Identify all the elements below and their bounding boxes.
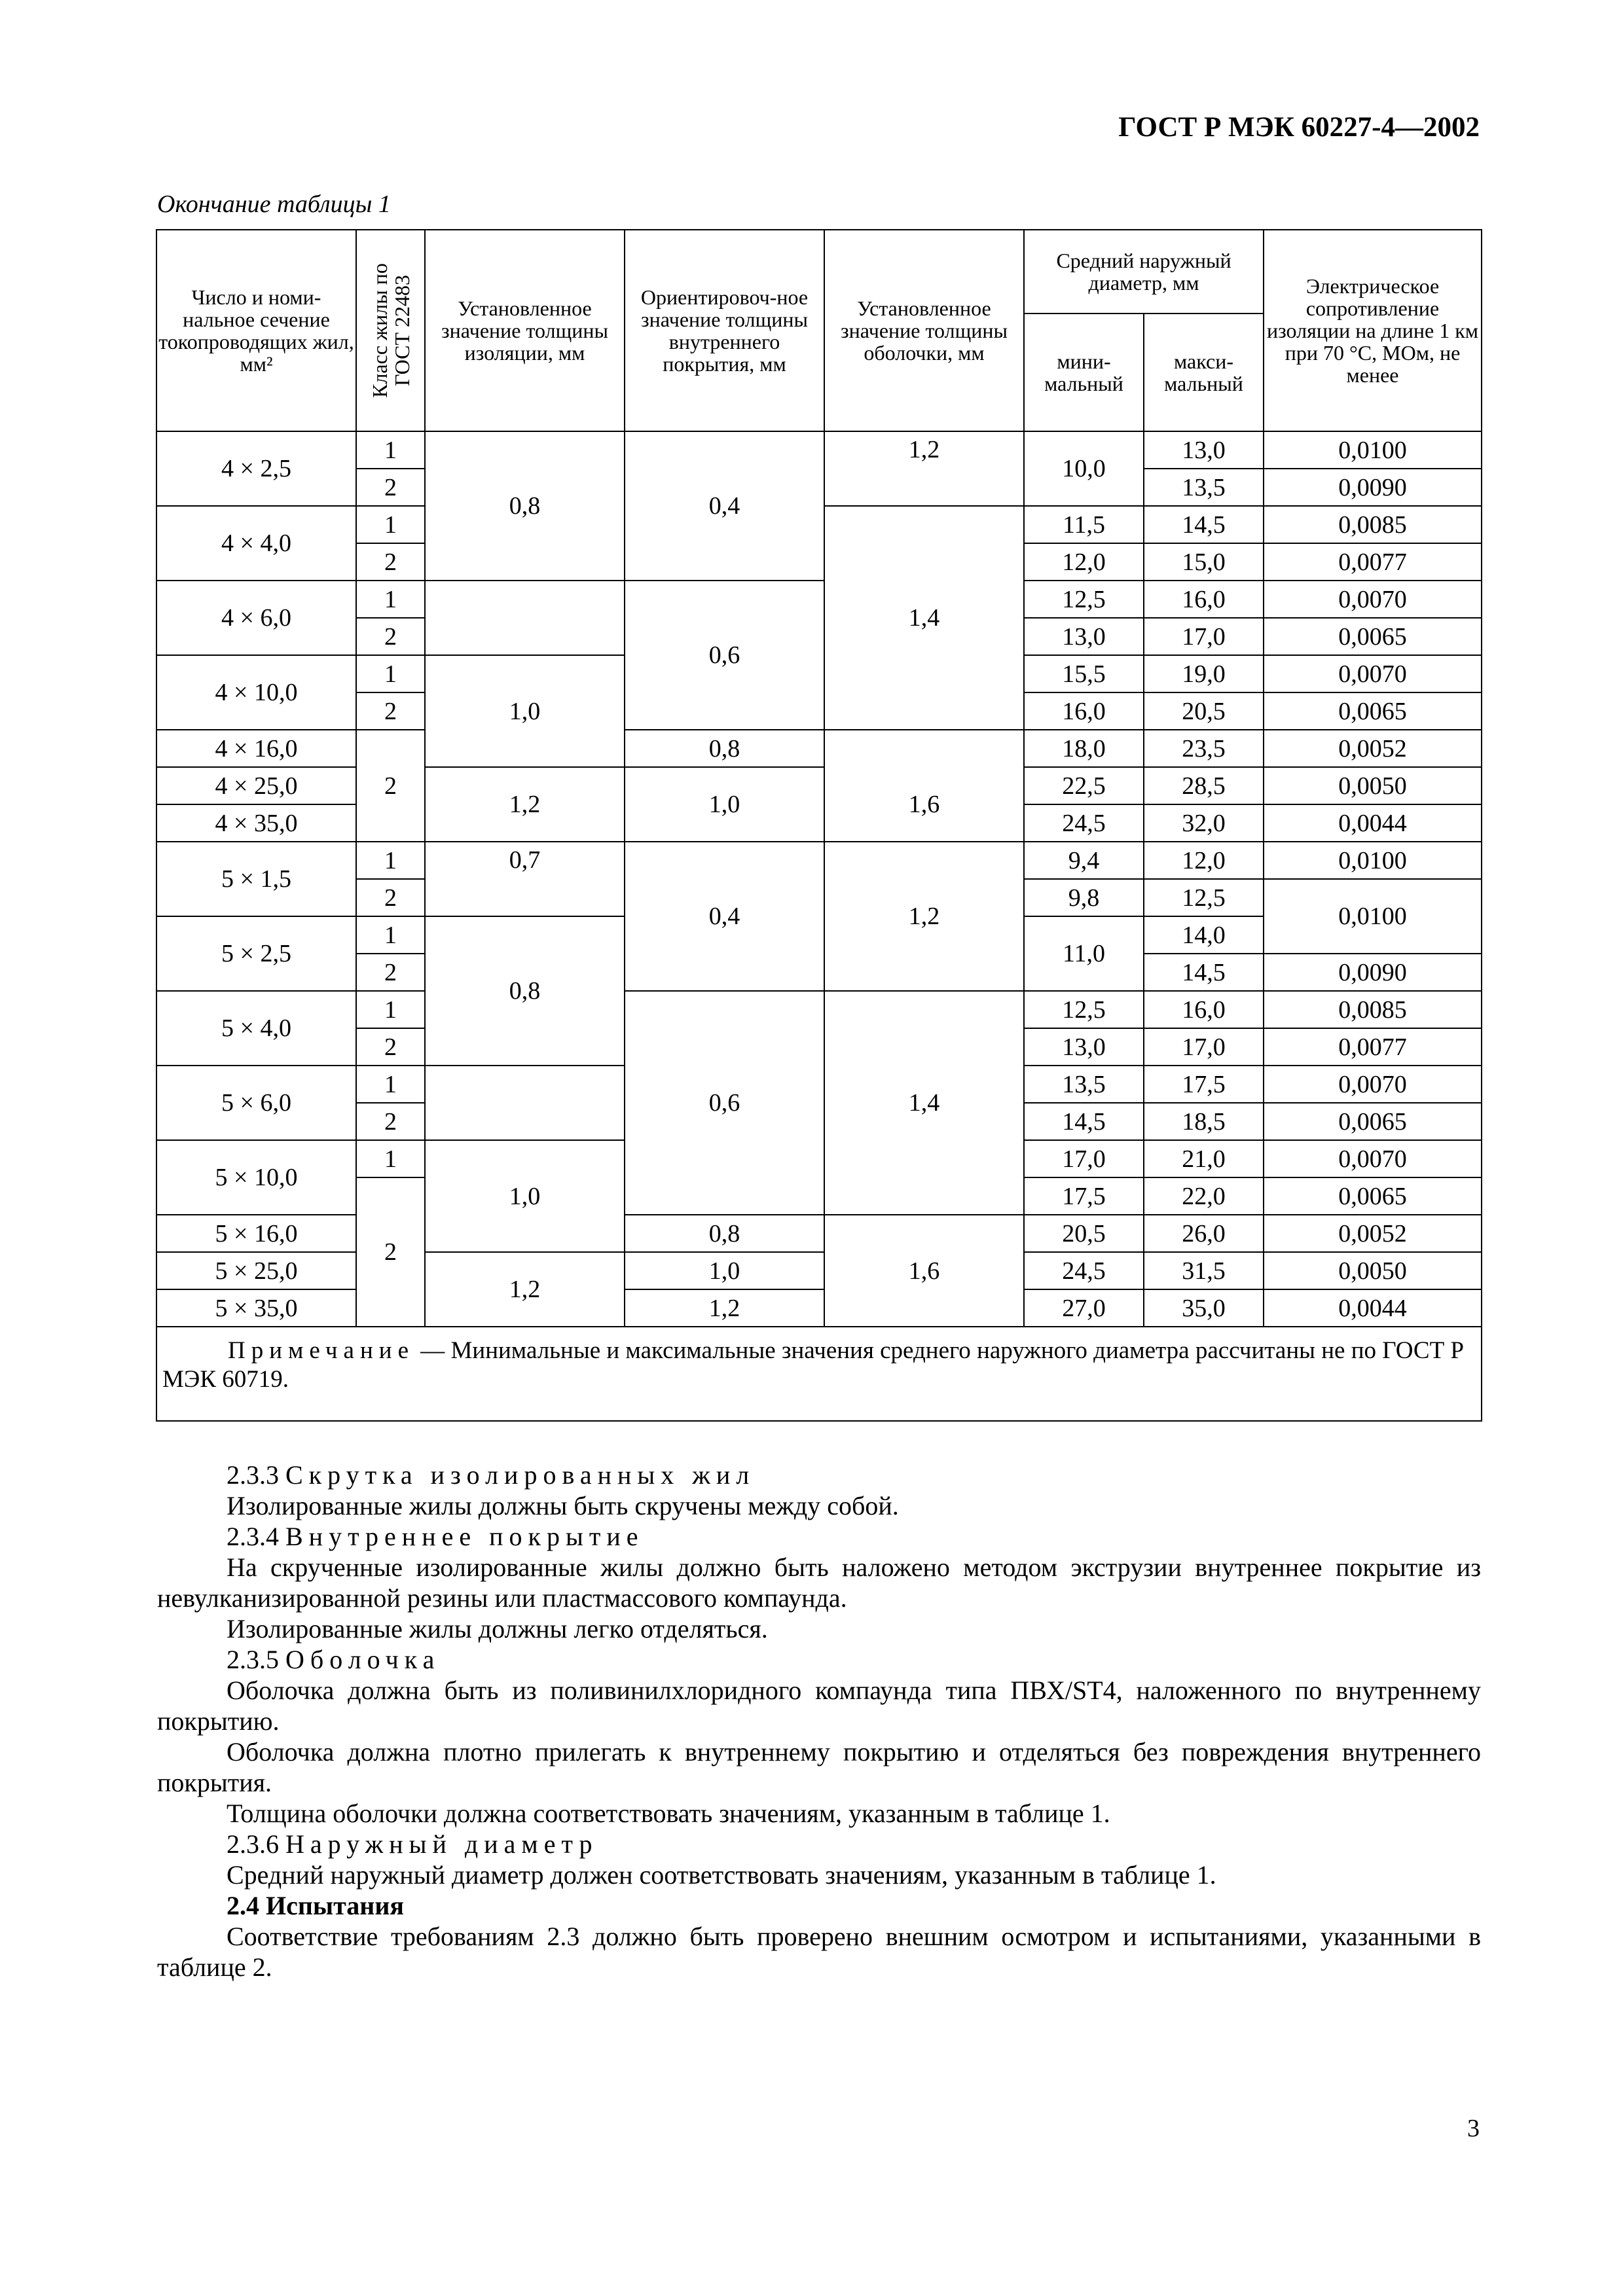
cell-dmax: 16,0 <box>1144 581 1264 618</box>
cell-class: 1 <box>356 1066 425 1103</box>
cell-class: 1 <box>356 655 425 692</box>
table-caption: Окончание таблицы 1 <box>157 190 391 218</box>
cell-dmin: 22,5 <box>1024 767 1144 804</box>
cell-dmin: 10,0 <box>1024 431 1144 506</box>
section-heading: 2.3.4 Внутреннее покрытие <box>227 1522 644 1551</box>
cell-section: 4 × 6,0 <box>156 581 356 655</box>
cell-dmin: 11,5 <box>1024 506 1144 543</box>
cell-sheath: 1,6 <box>824 1215 1024 1327</box>
cell-insulation: 0,7 <box>425 842 625 916</box>
cell-dmin: 11,0 <box>1024 916 1144 991</box>
cell-inner: 1,2 <box>625 1289 824 1327</box>
cell-resistance: 0,0077 <box>1264 543 1482 581</box>
page-number: 3 <box>1467 2115 1480 2142</box>
cell-resistance: 0,0085 <box>1264 506 1482 543</box>
cell-insulation: 1,2 <box>425 767 625 842</box>
cell-dmax: 32,0 <box>1144 804 1264 842</box>
cell-dmax: 17,0 <box>1144 618 1264 655</box>
cell-class: 2 <box>356 1103 425 1140</box>
cell-resistance: 0,0050 <box>1264 767 1482 804</box>
cell-class: 2 <box>356 469 425 506</box>
cell-resistance: 0,0100 <box>1264 842 1482 879</box>
cell-resistance: 0,0090 <box>1264 469 1482 506</box>
section-heading-bold: 2.4 Испытания <box>227 1891 405 1920</box>
cell-class: 2 <box>356 879 425 916</box>
cell-section: 5 × 2,5 <box>156 916 356 991</box>
cell-dmax: 31,5 <box>1144 1252 1264 1289</box>
cell-dmax: 17,5 <box>1144 1066 1264 1103</box>
document-code: ГОСТ Р МЭК 60227-4—2002 <box>1118 112 1480 143</box>
cell-dmax: 12,5 <box>1144 879 1264 916</box>
header-diameter: Средний наружный диаметр, мм <box>1024 230 1264 314</box>
header-diameter-max: макси-мальный <box>1144 314 1264 431</box>
header-inner-coating: Ориентировоч-ное значение толщины внутреннего покрытия, мм <box>625 230 824 431</box>
cell-resistance: 0,0065 <box>1264 1103 1482 1140</box>
cell-dmin: 9,8 <box>1024 879 1144 916</box>
cell-resistance: 0,0085 <box>1264 991 1482 1028</box>
cell-dmin: 14,5 <box>1024 1103 1144 1140</box>
cell-dmax: 22,0 <box>1144 1177 1264 1215</box>
table-note <box>156 1327 1482 1421</box>
cell-class: 2 <box>356 1177 425 1327</box>
cell-section: 4 × 16,0 <box>156 730 356 767</box>
cell-inner: 0,4 <box>625 842 824 991</box>
paragraph: Изолированные жилы должны легко отделяться. <box>227 1614 768 1643</box>
cell-dmax: 20,5 <box>1144 692 1264 730</box>
cell-insulation-empty <box>425 581 625 655</box>
cell-sheath: 1,6 <box>824 767 1024 842</box>
cell-sheath-empty <box>824 730 1024 767</box>
cell-class: 1 <box>356 506 425 543</box>
cell-section: 5 × 35,0 <box>156 1289 356 1327</box>
cell-dmin: 17,5 <box>1024 1177 1144 1215</box>
cell-sheath: 1,2 <box>824 842 1024 991</box>
cell-resistance: 0,0070 <box>1264 1140 1482 1177</box>
cell-class: 1 <box>356 842 425 879</box>
cell-dmin: 12,5 <box>1024 991 1144 1028</box>
cell-dmax: 26,0 <box>1144 1215 1264 1252</box>
cell-class: 1 <box>356 991 425 1028</box>
cell-inner: 1,0 <box>625 767 824 842</box>
table-1 <box>156 229 1482 1422</box>
cell-dmax: 23,5 <box>1144 730 1264 767</box>
cell-dmin: 24,5 <box>1024 804 1144 842</box>
cell-class: 1 <box>356 1140 425 1177</box>
cell-dmax: 14,5 <box>1144 506 1264 543</box>
cell-section: 5 × 4,0 <box>156 991 356 1066</box>
header-diameter-min: мини-мальный <box>1024 314 1144 431</box>
cell-resistance: 0,0044 <box>1264 804 1482 842</box>
cell-insulation: 1,2 <box>425 1252 625 1327</box>
cell-dmin: 17,0 <box>1024 1140 1144 1177</box>
cell-section: 5 × 6,0 <box>156 1066 356 1140</box>
paragraph: Толщина оболочки должна соответствовать значениям, указанным в таблице 1. <box>227 1799 1110 1828</box>
cell-dmax: 35,0 <box>1144 1289 1264 1327</box>
note-label: Примечание <box>228 1337 414 1364</box>
cell-resistance: 0,0065 <box>1264 692 1482 730</box>
cell-dmin: 15,5 <box>1024 655 1144 692</box>
body-text <box>157 1460 1481 1982</box>
cell-resistance: 0,0044 <box>1264 1289 1482 1327</box>
section-heading: 2.3.3 Скрутка изолированных жил <box>227 1460 756 1490</box>
section-heading: 2.3.5 Оболочка <box>227 1645 441 1674</box>
cell-class: 2 <box>356 954 425 991</box>
cell-dmax: 28,5 <box>1144 767 1264 804</box>
cell-resistance: 0,0100 <box>1264 431 1482 469</box>
cell-resistance: 0,0100 <box>1264 879 1482 954</box>
cell-section: 4 × 35,0 <box>156 804 356 842</box>
cell-section: 4 × 25,0 <box>156 767 356 804</box>
paragraph: Изолированные жилы должны быть скручены между собой. <box>227 1491 899 1520</box>
cell-resistance: 0,0065 <box>1264 1177 1482 1215</box>
cell-dmax: 13,0 <box>1144 431 1264 469</box>
cell-insulation: 0,8 <box>425 916 625 1066</box>
cell-section: 5 × 25,0 <box>156 1252 356 1289</box>
cell-section: 5 × 16,0 <box>156 1215 356 1252</box>
header-sheath: Установленное значение толщины оболочки, мм <box>824 230 1024 431</box>
note-text: — Минимальные и максимальные значения среднего наружного диаметра рассчитаны не по ГОСТ Р МЭК 60719. <box>162 1337 1464 1393</box>
cell-dmin: 27,0 <box>1024 1289 1144 1327</box>
cell-dmax: 14,0 <box>1144 916 1264 954</box>
cell-resistance: 0,0070 <box>1264 1066 1482 1103</box>
paragraph: На скрученные изолированные жилы должно быть наложено методом экструзии внутреннее покрытие из невулканизированной резины или пластмассового компаунда. <box>157 1552 1481 1613</box>
cell-dmin: 13,0 <box>1024 1028 1144 1066</box>
cell-class: 2 <box>356 692 425 730</box>
cell-sheath: 1,4 <box>824 991 1024 1215</box>
header-cores: Число и номи-нальное сечение токопроводящих жил, мм² <box>156 230 356 431</box>
header-resistance: Электрическое сопротивление изоляции на длине 1 км при 70 °С, МОм, не менее <box>1264 230 1482 431</box>
header-class: Класс жилы по ГОСТ 22483 <box>356 230 425 431</box>
paragraph: Средний наружный диаметр должен соответствовать значениям, указанным в таблице 1. <box>227 1860 1216 1890</box>
cell-inner: 0,8 <box>625 1215 824 1252</box>
cell-dmin: 20,5 <box>1024 1215 1144 1252</box>
cell-class: 1 <box>356 581 425 618</box>
cell-insulation: 1,0 <box>425 655 625 767</box>
cell-dmax: 21,0 <box>1144 1140 1264 1177</box>
cell-section: 4 × 10,0 <box>156 655 356 730</box>
cell-sheath: 1,2 <box>824 431 1024 506</box>
cell-section: 4 × 2,5 <box>156 431 356 506</box>
cell-class: 1 <box>356 431 425 469</box>
cell-dmin: 9,4 <box>1024 842 1144 879</box>
cell-dmax: 15,0 <box>1144 543 1264 581</box>
cell-insulation: 0,8 <box>425 431 625 581</box>
cell-class: 2 <box>356 543 425 581</box>
cell-resistance: 0,0077 <box>1264 1028 1482 1066</box>
cell-class: 1 <box>356 916 425 954</box>
cell-dmin: 13,5 <box>1024 1066 1144 1103</box>
cell-inner: 0,8 <box>625 730 824 767</box>
paragraph: Оболочка должна плотно прилегать к внутреннему покрытию и отделяться без повреждения внутреннего покрытия. <box>157 1737 1481 1797</box>
cell-dmax: 14,5 <box>1144 954 1264 991</box>
paragraph: Оболочка должна быть из поливинилхлоридного компаунда типа ПВХ/ST4, наложенного по внутреннему покрытию. <box>157 1676 1481 1736</box>
paragraph: Соответствие требованиям 2.3 должно быть проверено внешним осмотром и испытаниями, указанными в таблице 2. <box>157 1922 1481 1982</box>
cell-dmax: 17,0 <box>1144 1028 1264 1066</box>
cell-resistance: 0,0065 <box>1264 618 1482 655</box>
cell-inner: 1,0 <box>625 1252 824 1289</box>
cell-resistance: 0,0050 <box>1264 1252 1482 1289</box>
cell-dmax: 16,0 <box>1144 991 1264 1028</box>
cell-inner: 0,6 <box>625 581 824 730</box>
cell-class: 2 <box>356 1028 425 1066</box>
cell-dmax: 19,0 <box>1144 655 1264 692</box>
cell-resistance: 0,0070 <box>1264 581 1482 618</box>
cell-dmin: 16,0 <box>1024 692 1144 730</box>
cell-inner: 0,6 <box>625 991 824 1215</box>
section-heading: 2.3.6 Наружный диаметр <box>227 1829 598 1859</box>
cell-insulation: 1,0 <box>425 1140 625 1252</box>
cell-inner: 0,4 <box>625 431 824 581</box>
cell-insulation-empty <box>425 1066 625 1140</box>
cell-dmin: 24,5 <box>1024 1252 1144 1289</box>
cell-section: 5 × 10,0 <box>156 1140 356 1215</box>
header-insulation: Установленное значение толщины изоляции, мм <box>425 230 625 431</box>
cell-dmin: 18,0 <box>1024 730 1144 767</box>
cell-class: 2 <box>356 730 425 842</box>
cell-dmax: 13,5 <box>1144 469 1264 506</box>
cell-dmax: 12,0 <box>1144 842 1264 879</box>
cell-resistance: 0,0052 <box>1264 730 1482 767</box>
cell-dmin: 12,0 <box>1024 543 1144 581</box>
cell-dmin: 12,5 <box>1024 581 1144 618</box>
cell-resistance: 0,0052 <box>1264 1215 1482 1252</box>
cell-dmax: 18,5 <box>1144 1103 1264 1140</box>
cell-section: 5 × 1,5 <box>156 842 356 916</box>
cell-section: 4 × 4,0 <box>156 506 356 581</box>
cell-resistance: 0,0070 <box>1264 655 1482 692</box>
cell-resistance: 0,0090 <box>1264 954 1482 991</box>
cell-class: 2 <box>356 618 425 655</box>
cell-dmin: 13,0 <box>1024 618 1144 655</box>
cell-sheath: 1,4 <box>824 506 1024 730</box>
